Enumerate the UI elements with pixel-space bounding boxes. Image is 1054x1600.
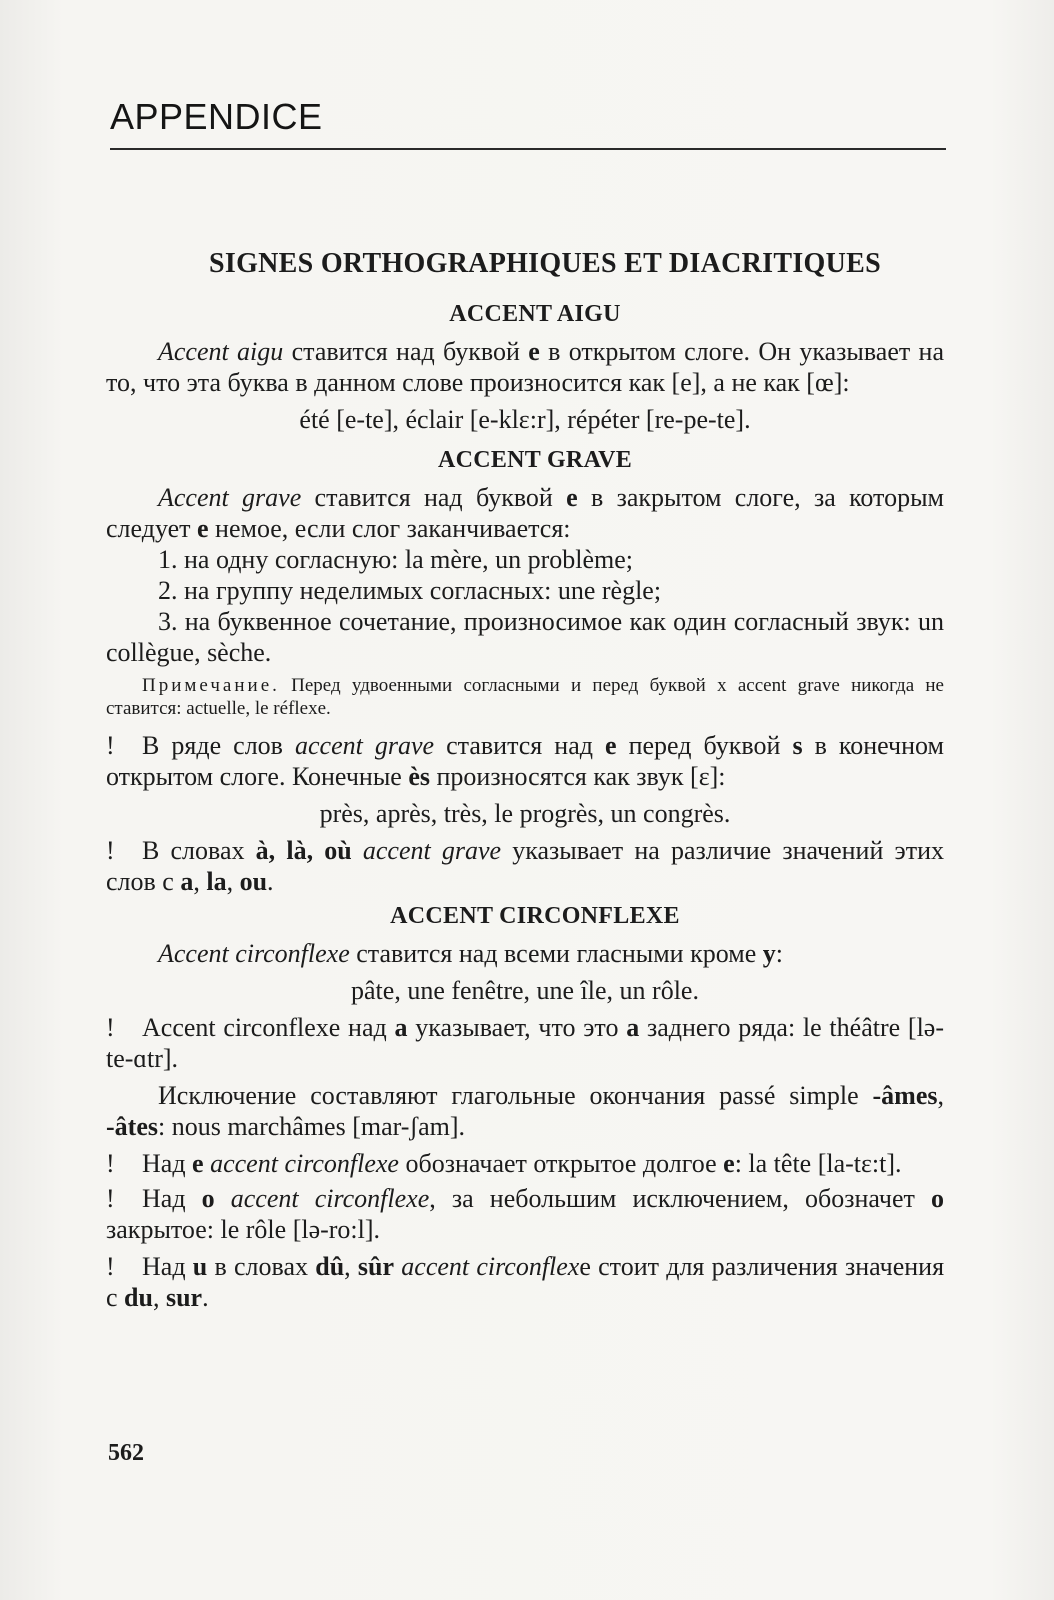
section-title: SIGNES ORTHOGRAPHIQUES ET DIACRITIQUES [209,248,881,279]
words: sur [165,1283,203,1312]
text: Над [142,1252,193,1281]
text: , за небольшим исключением, обозначет [429,1184,931,1213]
note [106,674,944,720]
letter: a [626,1013,640,1042]
heading-accent-grave: ACCENT GRAVE [437,447,633,473]
words: la [206,867,227,896]
text: ставится над буквой [301,483,567,512]
text: произносятся как звук [ɛ]: [430,762,726,791]
exclamation-mark: ! [106,1013,115,1042]
letter: о [201,1184,215,1213]
warning-paragraph [106,835,944,897]
list-item: 3. на буквенное сочетание, произносимое как один согласный звук: un collègue, sèche. [106,607,944,667]
term: accent circonflexe [203,1149,399,1178]
words: ou [239,867,268,896]
letter: y [762,939,776,968]
text: указывает на различие значений этих слов с [106,836,944,896]
letter: a [394,1013,408,1042]
text: , [193,867,207,896]
exception-paragraph [106,1080,944,1142]
text: : [775,939,783,968]
letter: s [792,731,803,760]
examples-aigu: été [e-te], éclair [e-klɛ:r], répéter [re-pe-te]. [299,405,751,434]
warning-paragraph [106,1251,944,1313]
text: закрытое: le rôle [lə-ro:l]. [106,1215,381,1244]
letter: ès [408,762,430,791]
examples-circonflexe: pâte, une fenêtre, une île, un rôle. [351,976,699,1005]
text: ставится над [434,731,606,760]
list-item: 1. на одну согласную: la mère, un problème; [158,545,633,574]
header-title: APPENDICE [110,96,323,137]
exclamation-mark: ! [106,1184,115,1213]
text: ставится над буквой [283,337,529,366]
words: dû [315,1252,345,1281]
text: в словах [207,1252,316,1281]
term: Accent circonflexe [158,939,350,968]
running-header [110,92,946,150]
text: , [152,1283,166,1312]
letter: е [605,731,617,760]
ending: -âmes [872,1081,938,1110]
note-label: Примечание. [142,675,280,696]
exclamation-mark: ! [106,836,115,865]
text: в открытом слоге. Он указывает на то, что эта буква в данном слове произносится как [e], а не как [œ]: [106,337,944,397]
letter: е [192,1149,204,1178]
ending: -âtes [106,1112,158,1141]
text: немое, если слог заканчивается: [208,514,571,543]
text: в конечном открытом слоге. Конечные [106,731,945,791]
text: . [267,867,274,896]
paragraph-grave [106,482,944,544]
words: sûr [357,1252,395,1281]
words: à, là, où [255,836,352,865]
term: Accent aigu [158,337,284,366]
text: ставится над всеми гласными кроме [349,939,763,968]
warning-paragraph [106,730,944,792]
letter: е [723,1149,735,1178]
text: перед буквой [616,731,793,760]
term: accent circonflex [394,1252,580,1281]
text: В ряде слов [142,731,295,760]
warning-paragraph [106,1012,944,1074]
text: В словах [142,836,256,865]
text: Над [142,1184,202,1213]
text: обозначает открытое долгое [398,1149,724,1178]
exclamation-mark: ! [106,1252,115,1281]
text: e стоит для различения значения с [106,1252,945,1312]
text: Accent circonflexe над [142,1013,395,1042]
paragraph-aigu [106,336,944,398]
exclamation-mark: ! [106,1149,115,1178]
text: указывает, что это [407,1013,627,1042]
text: Исключение составляют глагольные окончания passé simple [158,1081,873,1110]
text: : la tête [la-tɛ:t]. [734,1149,902,1178]
letter: е [566,483,578,512]
text: . [202,1283,209,1312]
term: accent grave [294,731,435,760]
letter: о [931,1184,944,1213]
examples-grave: près, après, très, le progrès, un congrès. [319,799,731,828]
text: : nous marchâmes [mar-ʃam]. [157,1112,466,1141]
text: , [344,1252,358,1281]
text: в закрытом слоге, за которым следует [106,483,944,543]
words: du [124,1283,153,1312]
letter: е [197,514,209,543]
text: , [226,867,240,896]
page-content [106,248,944,1313]
note-text: Перед удвоенными согласными и перед буквой x accent grave никогда не ставится: actuelle, le réflexe. [106,675,944,719]
letter: е [528,337,540,366]
term: Accent grave [158,483,302,512]
words: a [180,867,194,896]
list-item: 2. на группу неделимых согласных: une règle; [158,576,662,605]
paragraph-circonflexe [106,938,944,969]
text: Над [142,1149,193,1178]
heading-accent-aigu: ACCENT AIGU [449,301,621,327]
term: accent grave [351,836,502,865]
exclamation-mark: ! [106,731,115,760]
term: accent circonflexe [214,1184,430,1213]
warning-paragraph [106,1148,944,1179]
heading-accent-circonflexe: ACCENT CIRCONFLEXE [390,903,680,929]
warning-paragraph [106,1183,944,1245]
text: заднего ряда: le théâtre [lə-te-ɑtr]. [106,1013,944,1073]
letter: u [192,1252,208,1281]
page-number: 562 [108,1440,144,1466]
text: , [937,1081,944,1110]
